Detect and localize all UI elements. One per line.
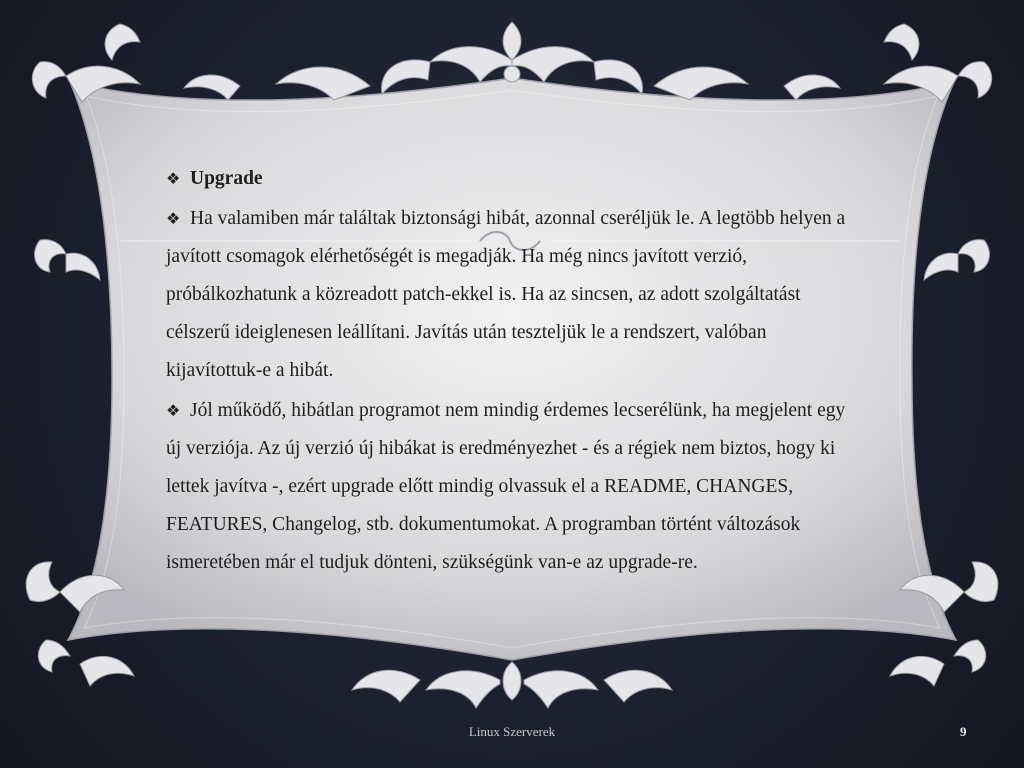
bullet-working-program <box>166 392 856 582</box>
side-ornament-right <box>924 240 989 280</box>
bullet-text: Jól működő, hibátlan programot nem mindig érdemes lecserélünk, ha megjelent egy új verziója. Az új verzió új hibákat is eredményezhet - és a régiek nem biztos, hogy ki lettek javítva -, ezért upgrade előtt mindig olvassuk el a README, CHANGES, FEATURES, Changelog, stb. dokumentumokat. A programban történt változások ismeretében már el tudjuk dönteni, szükségünk van-e az upgrade-re. <box>166 400 846 573</box>
bullet-upgrade-title <box>166 160 856 198</box>
diamond-four-petal-icon: ❖ <box>166 401 181 420</box>
bullet-text: Ha valamiben már találtak biztonsági hibát, azonnal cseréljük le. A legtöbb helyen a javított csomagok elérhetőségét is megadják. Ha még nincs javított verzió, próbálkozhatunk a közreadott patch-ekkel is. Ha az sincsen, az adott szolgáltatást célszerű ideiglenesen leállítani. Javítás után teszteljük le a rendszert, valóban kijavítottuk-e a hibát. <box>166 208 846 381</box>
bullet-security-fix <box>166 200 856 390</box>
corner-ornament-top-left <box>32 24 140 102</box>
diamond-four-petal-icon: ❖ <box>166 169 181 188</box>
diamond-four-petal-icon: ❖ <box>166 209 181 228</box>
slide-content <box>166 160 856 584</box>
page-number: 9 <box>960 724 967 739</box>
footer-title: Linux Szerverek <box>468 724 556 739</box>
corner-ornament-top-right <box>884 24 992 102</box>
bottom-ornament <box>352 662 672 708</box>
bullet-text: Upgrade <box>190 168 263 189</box>
side-ornament-left <box>35 240 100 280</box>
